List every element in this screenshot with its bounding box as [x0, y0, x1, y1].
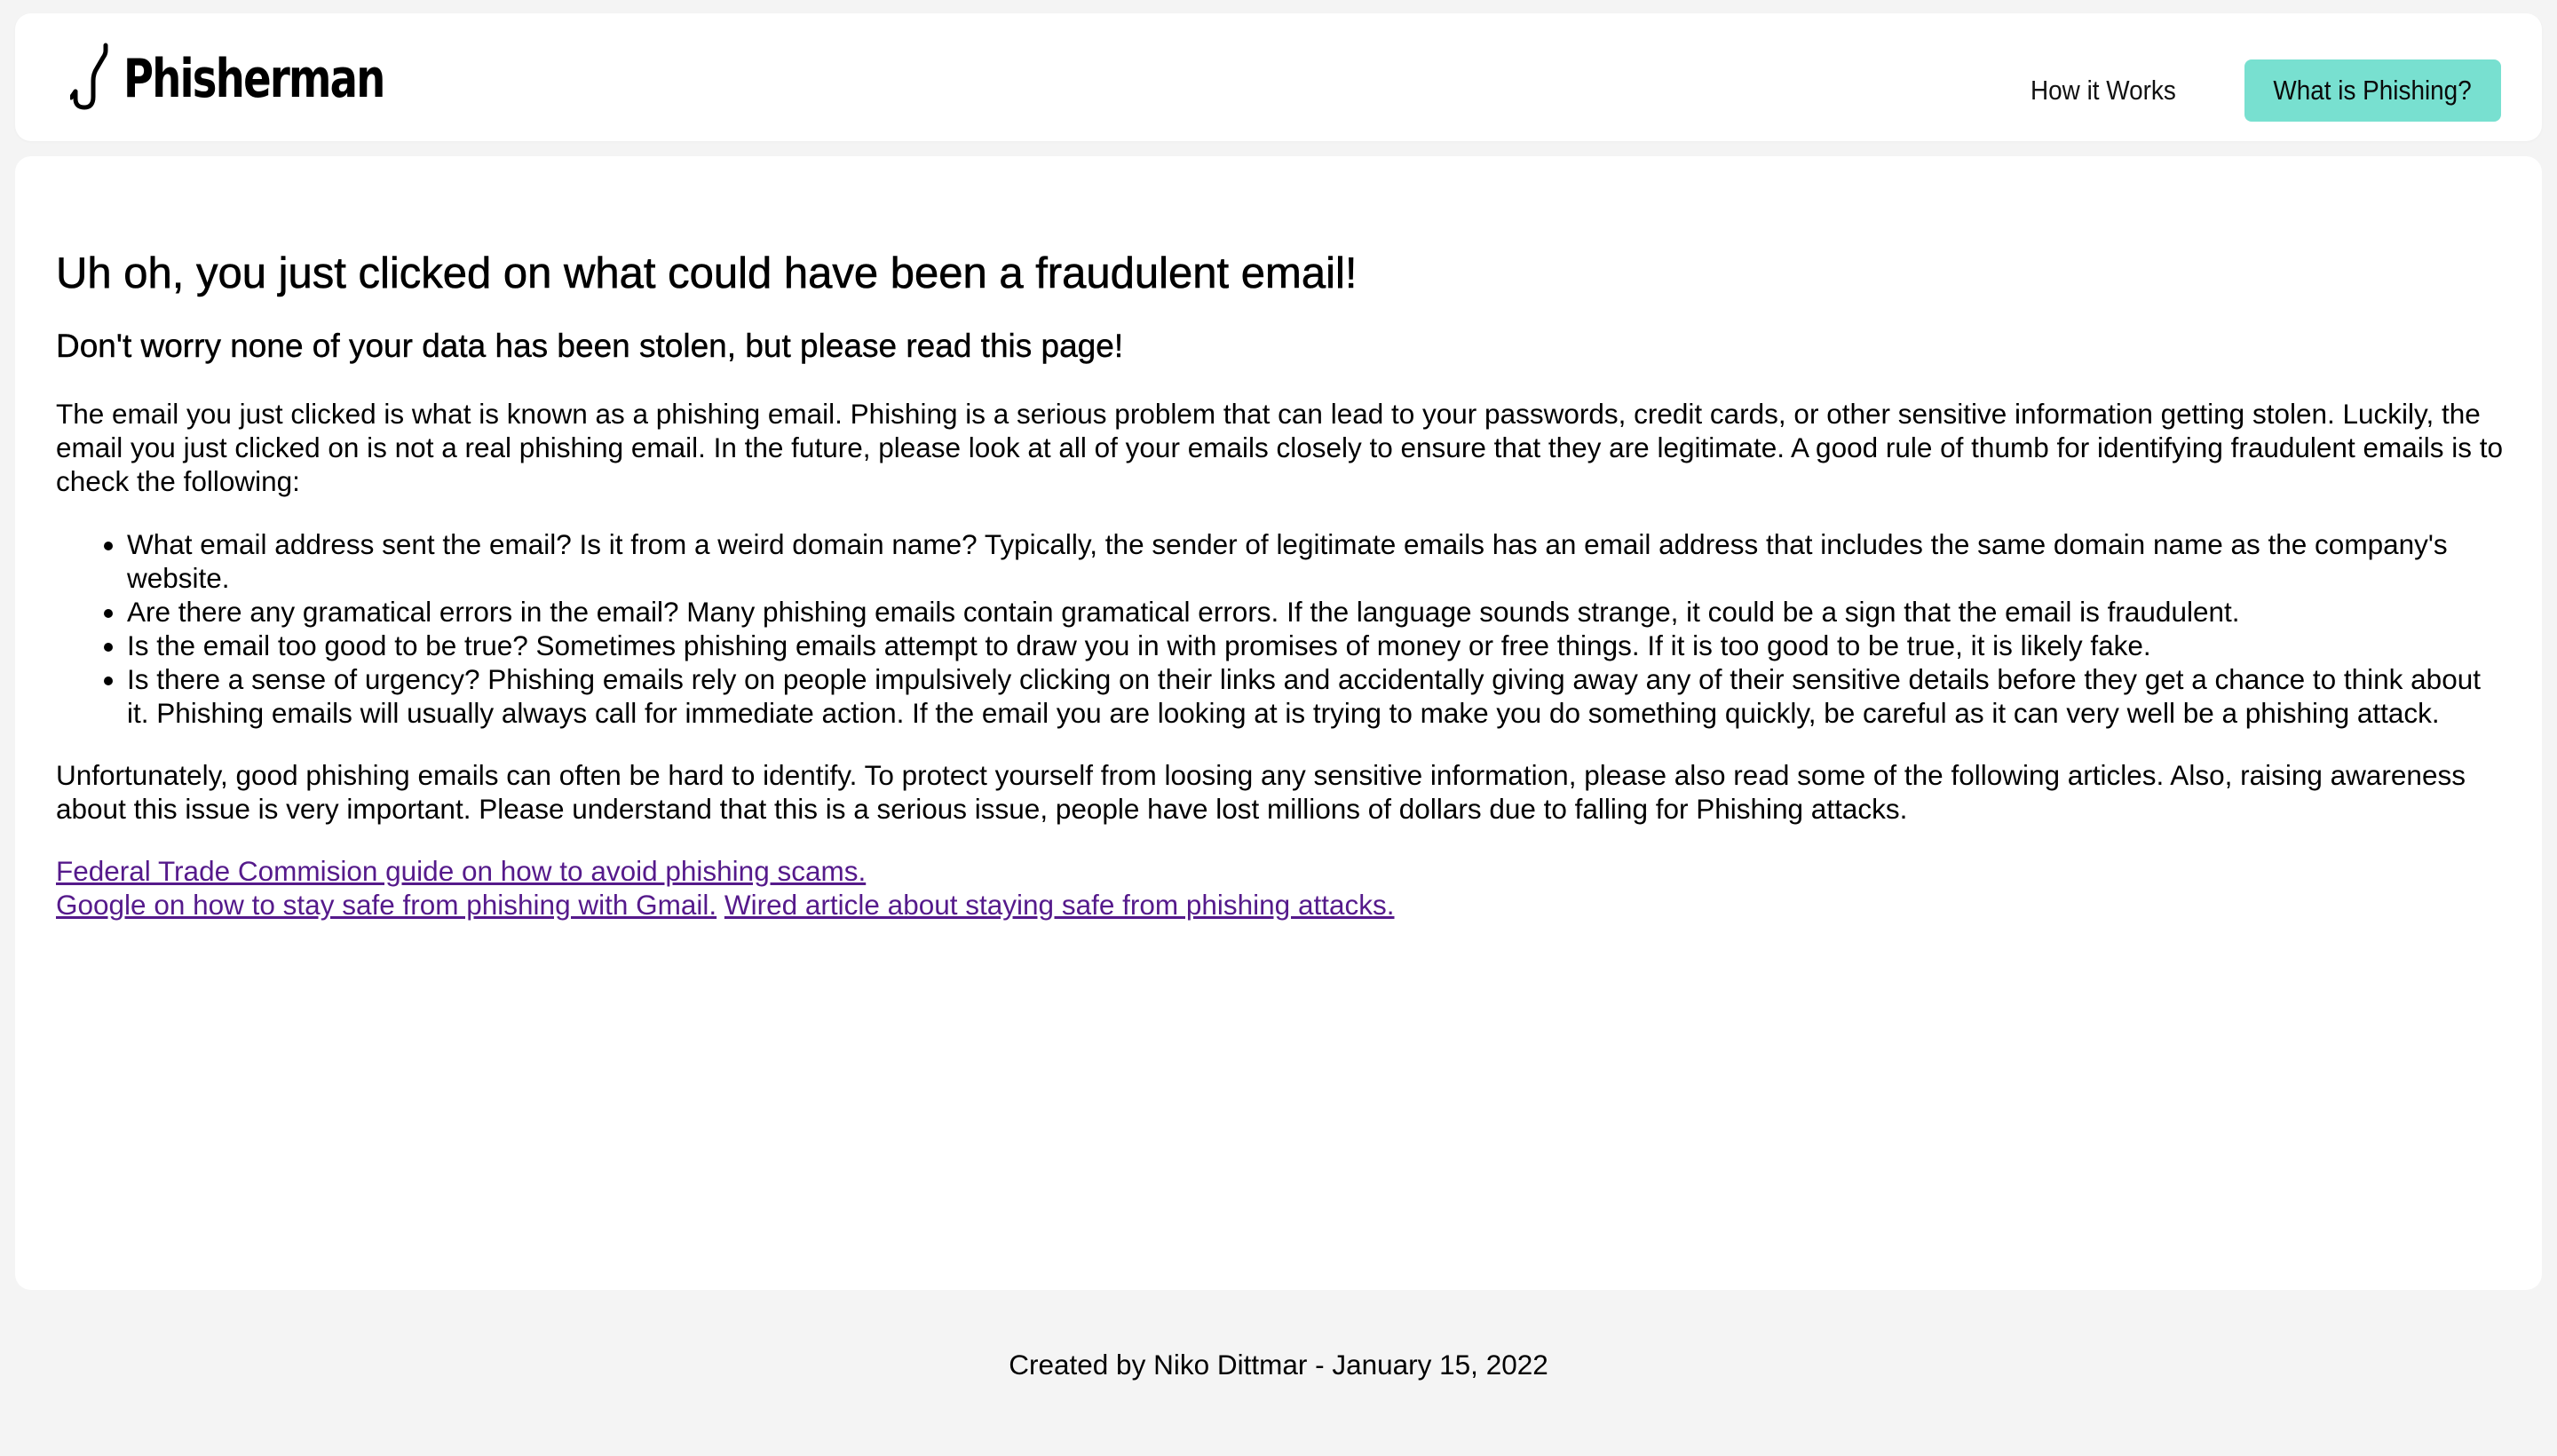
intro-paragraph: The email you just clicked is what is known as a phishing email. Phishing is a serious problem that can lead to your passwords, credit cards, or other sensitive information getting stolen. Luckily, the email you just clicked on is not a real phishing email. In the future, please look at all of your emails closely to ensure that they are legitimate. A good rule of thumb for identifying fraudulent emails is to check the following:	[56, 398, 2503, 497]
main-content	[56, 247, 2506, 922]
fish-hook-icon	[70, 42, 116, 117]
ftc-guide-link[interactable]: Federal Trade Commision guide on how to avoid phishing scams.	[56, 855, 867, 887]
footer-credit: Created by Niko Dittmar - January 15, 2022	[1009, 1349, 1548, 1381]
page-subtitle: Don't worry none of your data has been stolen, but please read this page!	[56, 328, 1124, 364]
brand-logo[interactable]	[70, 42, 426, 116]
tips-list	[127, 527, 2506, 730]
list-item: • Is there a sense of urgency? Phishing emails rely on people impulsively clicking on their links and accidentally giving away any of their sensitive details before they get a chance to think about it. Phishing emails will usually always call for immediate action. If the email you are looking at is trying to make you do something quickly, be careful as it can very well be a phishing attack.	[127, 662, 2506, 730]
outro-paragraph: Unfortunately, good phishing emails can often be hard to identify. To protect yourself from loosing any sensitive information, please also read some of the following articles. Also, raising awareness about this issue is very important. Please understand that this is a serious issue, people have lost millions of dollars due to falling for Phishing attacks.	[56, 759, 2466, 825]
article-links	[56, 854, 2506, 922]
what-is-phishing-button[interactable]	[2244, 59, 2501, 122]
nav-how-it-works-link[interactable]: How it Works	[2031, 75, 2176, 106]
wired-article-link[interactable]: Wired article about staying safe from phishing attacks.	[724, 889, 1395, 921]
list-item: • What email address sent the email? Is it from a weird domain name? Typically, the sender of legitimate emails has an email address that includes the same domain name as the company's website.	[127, 527, 2506, 595]
what-is-phishing-label: What is Phishing?	[2273, 75, 2473, 106]
brand-name: Phisherman	[123, 48, 384, 110]
google-gmail-link[interactable]: Google on how to stay safe from phishing with Gmail.	[56, 889, 717, 921]
list-item: • Is the email too good to be true? Sometimes phishing emails attempt to draw you in with promises of money or free things. If it is too good to be true, it is likely fake.	[127, 629, 2506, 662]
page-title: Uh oh, you just clicked on what could have been a fraudulent email!	[56, 249, 1358, 297]
navbar	[15, 13, 2542, 141]
list-item: • Are there any gramatical errors in the email? Many phishing emails contain gramatical errors. If the language sounds strange, it could be a sign that the email is fraudulent.	[127, 595, 2506, 629]
